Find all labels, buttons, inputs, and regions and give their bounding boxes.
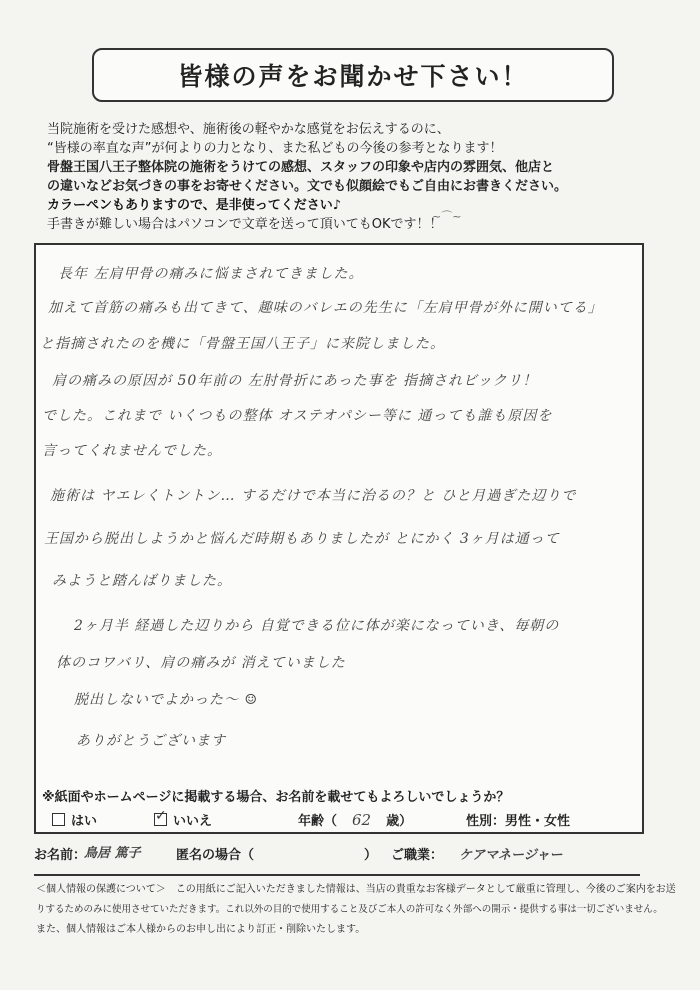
- privacy-line: また、個人情報はご本人様からのお申し出により訂正・削除いたします。: [36, 924, 366, 935]
- handwritten-line: 2ヶ月半 経過した辺りから 自覚できる位に体が楽になっていき、毎朝の: [74, 618, 560, 634]
- handwritten-line: 加えて首筋の痛みも出てきて、趣味のバレエの先生に「左肩甲骨が外に開いてる」: [48, 300, 603, 316]
- intro-line: “皆様の率直な声”が何よりの力となり、また私どもの今後の参考となります！: [47, 141, 503, 156]
- handwritten-line: 脱出しないでよかった〜 ☺: [74, 692, 259, 708]
- intro-line: 当院施術を受けた感想や、施術後の軽やかな感覚をお伝えするのに、: [47, 122, 450, 137]
- handwritten-line: と指摘されたのを機に「骨盤王国八王子」に来院しました。: [40, 336, 445, 352]
- handwritten-line: 施術は ヤエレくトントン… するだけで本当に治るの？と ひと月過ぎた辺りで: [50, 488, 577, 504]
- option-yes[interactable]: [52, 810, 97, 829]
- job-label: ご職業：: [391, 848, 444, 863]
- age-label: 年齢（: [298, 814, 338, 829]
- pen-squiggle-icon: ~⌒~: [432, 210, 462, 223]
- intro-line: の違いなどお気づきの事をお寄せください。文でも似顔絵でもご自由にお書きください。: [47, 179, 568, 194]
- age-field: [298, 810, 412, 829]
- intro-text: [47, 120, 667, 234]
- anon-close: ）: [364, 848, 378, 863]
- checkbox-yes[interactable]: [52, 813, 65, 826]
- handwritten-line: 体のコワバリ、肩の痛みが 消えていました: [56, 655, 346, 671]
- page-title: 皆様の声をお聞かせ下さい！: [92, 48, 614, 102]
- option-yes-label: はい: [71, 814, 98, 829]
- consent-question: ※紙面やホームページに掲載する場合、お名前を載せてもよろしいでしょうか？: [42, 790, 510, 805]
- intro-line: 骨盤王国八王子整体院の施術をうけての感想、スタッフの印象や店内の雰囲気、他店と: [47, 160, 555, 175]
- handwritten-line: 王国から脱出しようかと悩んだ時期もありましたが とにかく 3ヶ月は通って: [44, 531, 560, 547]
- option-no[interactable]: [154, 810, 212, 829]
- intro-line: カラーペンもありますので、是非使ってください♪: [47, 198, 342, 213]
- anon-label: 匿名の場合（: [176, 848, 255, 863]
- privacy-heading: ＜個人情報の保護について＞: [36, 884, 166, 895]
- age-value: 62: [352, 811, 372, 829]
- name-value: 鳥居 篤子: [84, 846, 141, 861]
- handwritten-line: でした。これまで いくつもの整体 オステオパシー等に 通っても誰も原因を: [42, 408, 553, 424]
- handwritten-line: 肩の痛みの原因が 50年前の 左肘骨折にあった事を 指摘されビックリ！: [52, 373, 538, 389]
- intro-line: 手書きが難しい場合はパソコンで文章を送って頂いてもOKです！！: [47, 217, 443, 232]
- gender-field: 性別：男性・女性: [466, 814, 571, 829]
- privacy-line: この用紙にご記入いただきました情報は、当店の貴重なお客様データとして厳重に管理し、今後のご案内をお送: [175, 884, 676, 895]
- comment-box: [34, 243, 644, 784]
- consent-section: [34, 780, 644, 834]
- handwritten-line: 言ってくれませんでした。: [42, 443, 222, 459]
- name-section: [34, 834, 640, 876]
- checkbox-no[interactable]: [154, 813, 167, 826]
- privacy-line: りするためのみに使用させていただきます。これ以外の目的で使用すること及びご本人の許可なく外部への開示・提供する事は一切ございません。: [36, 904, 663, 915]
- name-label: お名前：: [34, 848, 87, 863]
- privacy-notice: [36, 880, 676, 940]
- age-suffix: 歳）: [386, 814, 413, 829]
- handwritten-line: 長年 左肩甲骨の痛みに悩まされてきました。: [58, 266, 364, 282]
- option-no-label: いいえ: [173, 814, 213, 829]
- handwritten-line: みようと踏んばりました。: [52, 573, 232, 589]
- job-value: ケアマネージャー: [459, 848, 563, 863]
- handwritten-line: ありがとうございます: [76, 733, 226, 749]
